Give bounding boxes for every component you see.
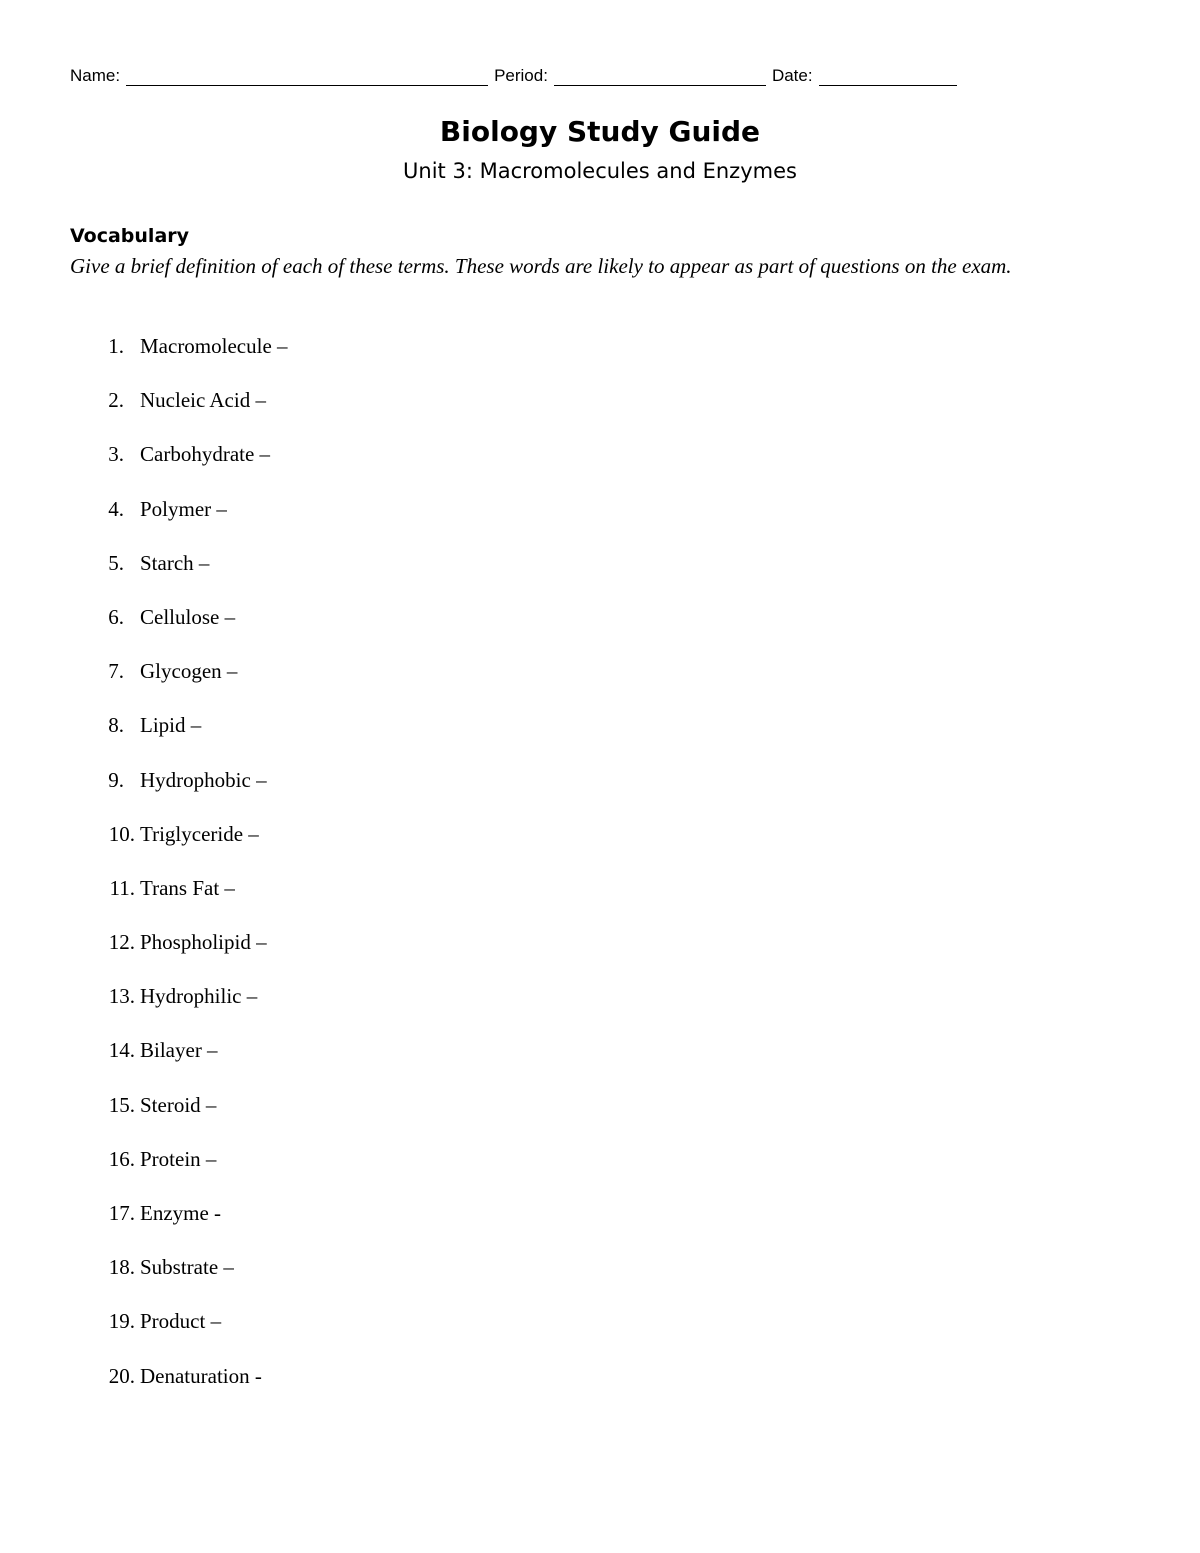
item-term: Hydrophilic –: [140, 984, 258, 1009]
student-info-line: [70, 58, 963, 86]
item-term: Starch –: [140, 550, 210, 575]
name-blank[interactable]: [126, 67, 488, 86]
list-item: [70, 549, 288, 603]
item-term: Carbohydrate –: [140, 442, 271, 467]
list-item: [70, 1307, 288, 1361]
item-term: Bilayer –: [140, 1038, 218, 1063]
list-item: [70, 440, 288, 494]
item-number: 18.: [108, 1255, 135, 1280]
item-term: Nucleic Acid –: [140, 388, 266, 413]
list-item: [70, 332, 288, 386]
item-number: 2.: [108, 388, 124, 413]
item-term: Triglyceride –: [140, 821, 259, 846]
item-number: 8.: [108, 713, 124, 738]
item-number: 17.: [108, 1201, 135, 1225]
list-item: [70, 495, 288, 549]
item-term: Glycogen –: [140, 659, 238, 684]
item-term: Lipid –: [140, 713, 202, 738]
item-number: 4.: [108, 496, 124, 521]
vocabulary-heading: Vocabulary: [70, 225, 190, 247]
list-item: [70, 928, 288, 982]
item-number: 14.: [108, 1038, 135, 1063]
item-term: Denaturation -: [140, 1363, 262, 1388]
item-term: Phospholipid –: [140, 930, 267, 955]
item-term: Product –: [140, 1309, 222, 1334]
item-number: 13.: [108, 984, 135, 1009]
item-term: Macromolecule –: [140, 334, 288, 358]
document-subtitle: Unit 3: Macromolecules and Enzymes: [403, 159, 797, 183]
list-item: [70, 874, 288, 928]
list-item: [70, 603, 288, 657]
item-term: Protein –: [140, 1146, 217, 1171]
item-number: 19.: [108, 1309, 135, 1334]
item-term: Steroid –: [140, 1092, 217, 1117]
item-term: Trans Fat –: [140, 875, 235, 900]
item-number: 10.: [108, 821, 135, 846]
item-number: 7.: [108, 659, 124, 684]
item-number: 9.: [108, 767, 124, 792]
item-number: 12.: [108, 930, 135, 955]
list-item: [70, 1145, 288, 1199]
list-item: [70, 657, 288, 711]
list-item: [70, 386, 288, 440]
name-label: Name:: [70, 66, 121, 85]
date-blank[interactable]: [819, 67, 957, 86]
list-item: [70, 1036, 288, 1090]
date-label: Date:: [771, 66, 813, 85]
item-number: 1.: [108, 334, 124, 358]
list-item: [70, 1091, 288, 1145]
item-number: 15.: [108, 1092, 135, 1117]
list-item: [70, 766, 288, 820]
item-number: 3.: [108, 442, 124, 467]
item-term: Enzyme -: [140, 1201, 222, 1225]
list-item: [70, 982, 288, 1036]
item-number: 11.: [109, 875, 135, 900]
item-term: Cellulose –: [140, 604, 236, 629]
document-title: Biology Study Guide: [439, 115, 761, 148]
list-item: [70, 711, 288, 765]
item-term: Substrate –: [140, 1255, 234, 1280]
list-item: [70, 1362, 288, 1416]
period-label: Period:: [494, 66, 548, 85]
item-number: 6.: [108, 604, 124, 629]
vocabulary-instructions: Give a brief definition of each of these terms. These words are likely to appear as part of questions on the exam.: [70, 254, 1012, 278]
item-term: Polymer –: [140, 496, 227, 521]
vocabulary-list: [70, 332, 288, 1416]
item-number: 20.: [108, 1363, 135, 1388]
item-number: 5.: [108, 550, 124, 575]
item-term: Hydrophobic –: [140, 767, 267, 792]
list-item: [70, 1253, 288, 1307]
list-item: [70, 1199, 288, 1253]
list-item: [70, 820, 288, 874]
item-number: 16.: [108, 1146, 135, 1171]
period-blank[interactable]: [554, 67, 766, 86]
